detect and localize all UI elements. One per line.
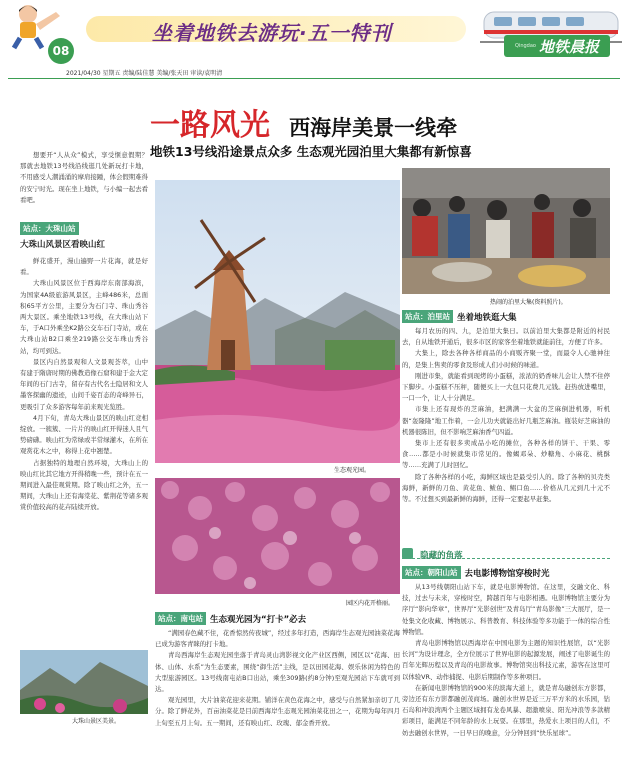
flower-field-photo <box>155 478 400 594</box>
windmill-caption: 生态观光园。 <box>334 467 371 474</box>
corner-icon <box>402 548 413 559</box>
section3-paragraph: 刚进市集，就能看到现烤的小蛋糕，浓浓的奶香味儿会让人禁不住停下脚步。小蛋糕不压秤，随便买上一大包只花费几元钱。赶热放进嘴里，一口一个，让人十分满足。 <box>402 371 610 403</box>
masthead <box>0 0 626 80</box>
headline-title-part2: 西海岸美景一线牵 <box>289 116 458 140</box>
brand-text: 地铁晨报 <box>538 37 599 56</box>
date-line: 2021/04/30 星期五 责编/陆佳慧 美编/张天田 审读/袁明清 <box>66 70 223 77</box>
hidden-section-tag: 站点：朝阳山站 <box>402 566 461 579</box>
section2-tag: 站点：南屯站 <box>155 612 206 625</box>
dazhushan-photo <box>20 650 148 714</box>
hidden-corner-label <box>402 543 610 559</box>
header-rule <box>8 78 620 79</box>
headline <box>150 100 610 144</box>
brand-small: Qingdao <box>515 43 536 49</box>
section1-paragraph: 鲜花盛开，漫山遍野一片花海，就是好看。 <box>20 257 148 277</box>
section3-title: 坐着地铁逛大集 <box>457 312 517 323</box>
section1-tag: 站点：大珠山站 <box>20 222 79 235</box>
section2-paragraph: 观光园里，大片油菜花迎来花期。铺洋在黄色花海之中，感受与自然紧加亲切了几分。除了鲜花外，百亩油菜花是目前西海岸生态观光园油菜花田之一，花期为每年四月上旬至五月上旬。五一期间，还有映山红、玫瑰、郁金香开放。 <box>155 696 400 727</box>
section2 <box>155 612 400 729</box>
section3-paragraph: 集市上还有很多卖成品小吃的摊位，各种各样的饼干、干果、零食……都是小时候就集市常见的。像蝎邓朵、炒糖角、小麻花、桃酥等……充满了儿时回忆。 <box>402 439 610 470</box>
section3-paragraph: 市集上还有现炸的芝麻油，把满满一大盆的芝麻倒进机器，听机器“轰隆隆”地工作着，一会儿功夫就能出好几瓶芝麻油。瓶装好芝麻油的机器很陈旧，但不影响芝麻油香气四溢。 <box>402 405 610 436</box>
section1-paragraph: 景区内自然景观和人文景观荟萃，山中有建于隋唐时期的佛教造像石窟和建于金大定年间的石门古寺，留存有古代名士隐居和文人墨客探幽的遗迹，山间千姿百态的奇峰异石，更吸引了众多游客每年前来观光览胜。 <box>20 357 148 411</box>
section1-paragraph: 占据独特的地理自然环境，大珠山上的映山红比其它地方开得稍晚一些，预计在五一期间进入最佳观赏期。除了映山红之外，五一期间，大珠山上还有海棠花、紫荆花等诸多观赏价值较高的花卉陆续开放。 <box>20 458 148 512</box>
hidden-section <box>402 566 610 739</box>
section3-paragraph: 除了各种各样的小吃，海鲜区域也是最受引人的。除了各种的贝壳类海鲜，新鲜的刀鱼、黄花鱼、鲅鱼、鲳口鱼……价格从几元到几十元不等。不过想买到最新鲜的海鲜，还得一定要起早赶集。 <box>402 472 610 504</box>
section3-header <box>402 310 610 323</box>
headline-subtitle: 地铁13号线沿途景点众多 生态观光园泊里大集都有新惊喜 <box>150 144 472 159</box>
hidden-section-paragraph: 从13号线朝阳山站下车，就是电影博物馆。在这里，交融文化、科技，过去与未来，穿梭时空，跨越百年与电影相遇。电影博物馆主要分为序厅“影向华章”，世界厅“光影创世”及青岛厅“青岛影像”三大展厅，是一处集文化收藏、博物展示、科普教育、科技体验等多功能于一体的综合性博物馆。 <box>402 583 610 636</box>
market-photo <box>402 168 610 294</box>
headline-title-part1: 一路风光 <box>150 108 270 143</box>
windmill-photo <box>155 180 400 463</box>
hidden-section-paragraph: 青岛电影博物馆以西海岸在中国电影为主题的知识性展馆，以“光影长河”为设计理念，全方位展示了世界电影的起源发展，阐述了电影诞生的百年光辉历程以及青岛的电影故事。博物馆突出科技元素，游客在这里可以体验VR、动作捕捉、电影后期制作等多种项目。 <box>402 639 610 681</box>
hidden-section-header <box>402 566 610 579</box>
page-number <box>48 38 74 64</box>
section1-title: 大珠山风景区看映山红 <box>20 240 106 251</box>
section2-header <box>155 612 400 625</box>
section3-paragraph: 大集上，除去各种各样商品的小商贩齐聚一堂，而最令人心驰神往的，是集上售卖的零食及形成人们小时候的味道。 <box>402 349 610 369</box>
hidden-section-paragraph: 在新闻电影博物馆的900米的滨海大道上，就是青岛融创东方影都，旁边还有东方影都融创茂商场。融创水世界是近三万平方米的水乐园，钻石岛和冲浪湾两个主题区域拥有龙卷风暴、超激喷泉、阳光冲浪等多款精彩项目，能满足不同年龄的水上玩耍。在那里，热爱水上项目的人们，不妨去融创水世界，一日早日的晚意，分分钟回到“快乐星球”。 <box>402 683 610 737</box>
page-number-text: 08 <box>52 44 70 58</box>
hidden-section-title: 去电影博物馆穿梭时光 <box>464 568 550 579</box>
dazhushan-caption: 大珠山景区美景。 <box>72 718 121 725</box>
section3-tag: 站点：泊里站 <box>402 310 453 323</box>
section2-title: 生态观光园为“打卡”必去 <box>210 614 307 625</box>
market-caption: 热闹的泊里大集(资料照片)。 <box>490 299 567 306</box>
section1-header <box>20 222 148 235</box>
brand-logo <box>504 35 610 57</box>
section1-paragraph: 4月下旬，青岛大珠山景区的映山红竞相绽放。一簇簇、一片片的映山红开得迷人且气势磅礴。映山红为常绿或半常绿灌木，在所在观赏花木之中，称得上花中翘楚。 <box>20 413 148 456</box>
flower-field-caption: 园区内花开格丽。 <box>346 600 395 607</box>
section1-paragraph: 大珠山风景区位于西海岸东南部海滨，为国家4A级旅游风景区，主峰486米，总面积65平方公里，主要分为石门寺、珠山秀谷两大景区。乘坐地铁13号线，在大珠山站下车，于A口外乘坐K2路公交车石门寺站，或在大珠山站B2口乘坐219路公交车珠山秀谷站，均可到达。 <box>20 279 148 355</box>
section3-paragraph: 每月农历的四、九，是泊里大集日。以前泊里大集都是附近的村民去，自从地铁开通后，很多市区的家客坐着地铁就能前往，方便了许多。 <box>402 327 610 347</box>
section2-paragraph: 青岛西海岸生态观光园坐落于青岛灵山湾影视文化产业区西侧，园区以“花海、田体、山体、水系”为生态要素，围绕“御生活”主线，是以田园花海、娱乐休闲为特色的大型旅游园区。13号线南屯站B口出站，乘坐309路(约8分钟)至观光园站下车就可到达。 <box>155 651 400 694</box>
section3 <box>402 310 610 505</box>
section2-paragraph: “满园春色藏不住，花香惊然传夜城”，经过多年打造，西海岸生态观光园油菜花海已成为游客青睐的打卡地。 <box>155 629 400 649</box>
intro-paragraph: 想要开“人从众”模式，享受惬意假期？那就去地铁13号线沿线逛几处新玩打卡地，不用感受人潮涌涌的摩肩接踵，体会假期难得的安宁时光。现在坐上地铁，与小编一起去看看吧。 <box>20 151 148 204</box>
left-column <box>20 150 148 514</box>
banner-title: 坐着地铁去游玩·五一特刊 <box>152 21 392 45</box>
hidden-corner-text: 隐藏的角落 <box>420 551 463 561</box>
